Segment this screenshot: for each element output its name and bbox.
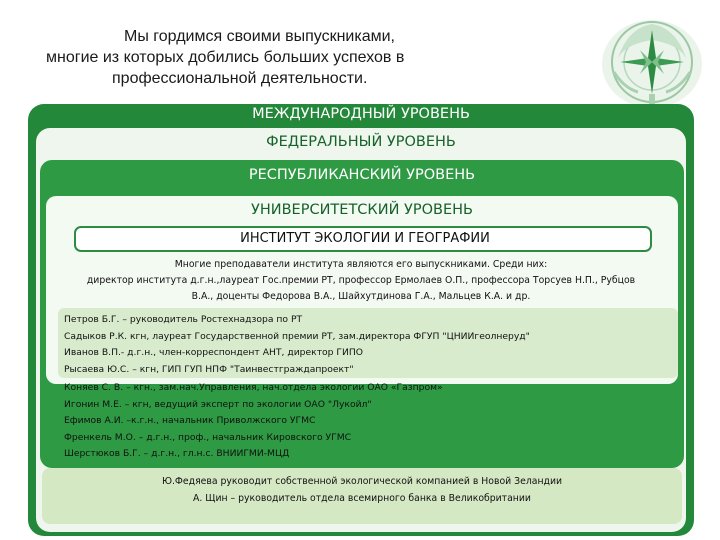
republican-level-title: РЕСПУБЛИКАНСКИЙ УРОВЕНЬ: [248, 167, 476, 183]
list-item: Коняев С. В. – кгн., зам.нач.Управления, нач.отдела экологии ОАО «Газпром»: [64, 382, 443, 393]
list-item: А. Щин – руководитель отдела всемирного банка в Великобритании: [193, 492, 531, 504]
headline-line-2: многие из которых добились больших успехов в: [46, 49, 405, 66]
institute-note-line-1: Многие преподаватели института являются его выпускниками. Среди них:: [174, 259, 548, 270]
institute-level-title: ИНСТИТУТ ЭКОЛОГИИ И ГЕОГРАФИИ: [240, 231, 490, 246]
list-item: Френкель М.О. – д.г.н., проф., начальник Кировского УГМС: [64, 431, 352, 443]
headline-line-1: Мы гордимся своими выпускниками,: [124, 28, 395, 45]
list-item: Садыков Р.К. кгн, лауреат Государственной премии РТ, зам.директора ФГУП "ЦНИИгеолнеруд": [64, 330, 530, 342]
federal-graduates-list: [64, 380, 664, 463]
headline: [40, 26, 580, 89]
list-item: Игонин М.Е. – кгн, ведущий эксперт по экологии ОАО "Лукойл": [64, 398, 372, 410]
headline-line-3: профессиональной деятельности.: [112, 70, 368, 87]
list-item: Ефимов А.И. –к.г.н., начальник Приволжского УГМС: [64, 415, 316, 426]
list-item: Иванов В.П.- д.г.н., член-корреспондент АНТ, директор ГИПО: [64, 347, 364, 358]
list-item: Шерстюков Б.Г. – д.г.н., гл.н.с. ВНИИГМИ-МЦД: [64, 448, 290, 459]
list-item: Рысаева Ю.С. – кгн, ГИП ГУП НПФ "Таинвестграждапроект": [64, 363, 354, 375]
tree-compass-emblem-icon: [588, 8, 716, 116]
list-item: Ю.Федяева руководит собственной экологической компанией в Новой Зеландии: [161, 476, 563, 487]
institute-note-line-3: В.А., доценты Федорова В.А., Шайхутдинова Г.А., Мальцев К.А. и др.: [191, 291, 531, 302]
list-item: Петров Б.Г. – руководитель Ростехнадзора по РТ: [64, 314, 303, 325]
university-level-title: УНИВЕРСИТЕТСКИЙ УРОВЕНЬ: [251, 202, 473, 218]
institute-note-line-2: директор института д.г.н.,лауреат Гос.премии РТ, профессор Ермолаев О.П., профессора Торсуев Н.П., Рубцов: [86, 275, 636, 286]
republican-graduates-box: [58, 308, 678, 378]
international-level-title: МЕЖДУНАРОДНЫЙ УРОВЕНЬ: [252, 106, 470, 122]
international-graduates-box: [42, 468, 682, 524]
federal-level-title: ФЕДЕРАЛЬНЫЙ УРОВЕНЬ: [266, 134, 456, 150]
institute-note: [56, 257, 666, 305]
